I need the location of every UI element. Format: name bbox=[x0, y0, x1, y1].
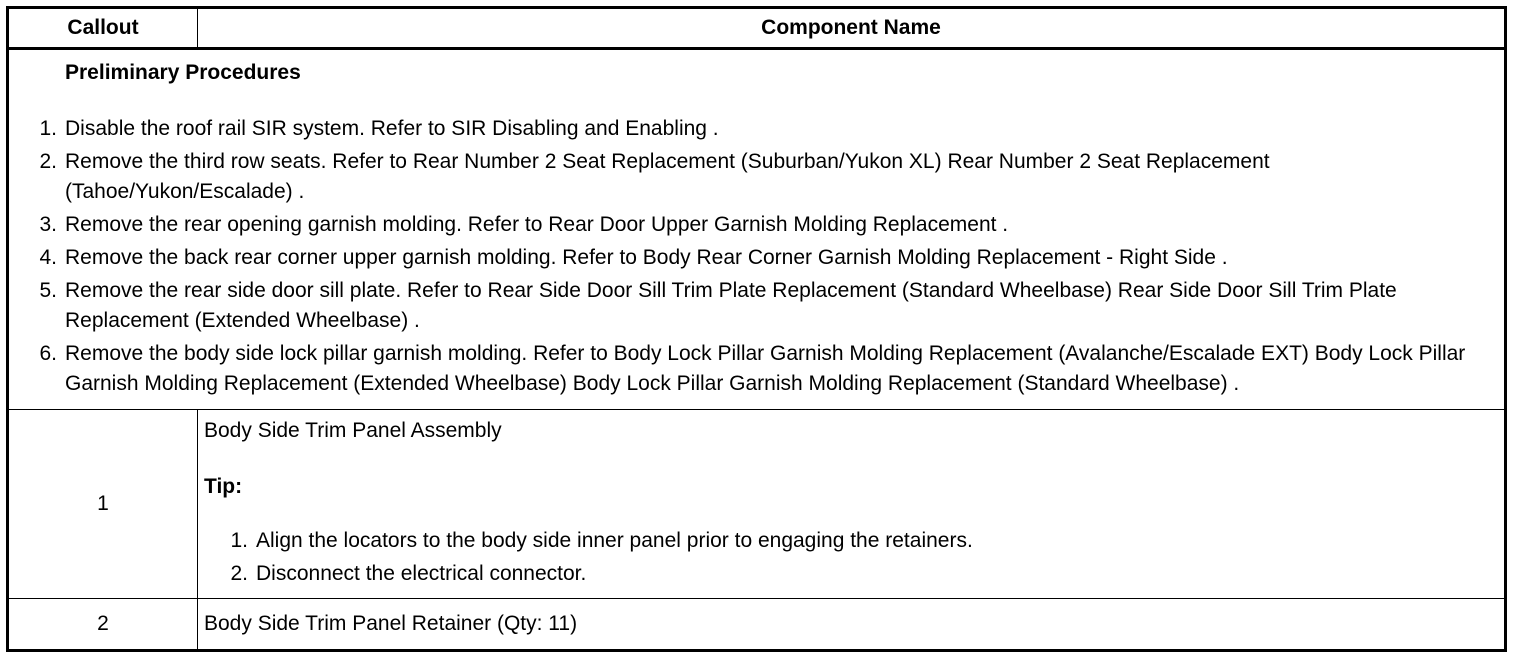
step-number: 4. bbox=[39, 246, 57, 269]
list-item bbox=[23, 210, 1496, 240]
list-item bbox=[214, 526, 1496, 556]
step-text: Remove the rear side door sill plate. Refer to Rear Side Door Sill Trim Plate Replacement (Standard Wheelbase) Rear Side Door Sill Trim Plate Replacement (Extended Wheelbase) . bbox=[65, 279, 1397, 332]
step-text: Remove the back rear corner upper garnish molding. Refer to Body Rear Corner Garnish Molding Replacement - Right Side . bbox=[65, 246, 1228, 269]
list-item bbox=[23, 243, 1496, 273]
preliminary-row bbox=[8, 49, 1506, 410]
callout-cell: 2 bbox=[8, 599, 198, 651]
step-number: 2. bbox=[230, 562, 248, 585]
step-number: 1. bbox=[230, 529, 248, 552]
component-cell bbox=[198, 410, 1506, 599]
preliminary-title: Preliminary Procedures bbox=[65, 61, 301, 84]
procedure-table bbox=[6, 6, 1507, 652]
header-row bbox=[8, 8, 1506, 49]
component-name: Body Side Trim Panel Retainer (Qty: 11) bbox=[204, 612, 578, 635]
table-row bbox=[8, 410, 1506, 599]
step-text: Align the locators to the body side inner panel prior to engaging the retainers. bbox=[256, 529, 973, 552]
component-cell bbox=[198, 599, 1506, 651]
step-text: Remove the body side lock pillar garnish molding. Refer to Body Lock Pillar Garnish Molding Replacement (Avalanche/Escalade EXT) Body Lock Pillar Garnish Molding Replacement (Extended Wheelbase) Body Lock Pillar Garnish Molding Replacement (Standard Wheelbase) . bbox=[65, 342, 1466, 395]
step-number: 1. bbox=[39, 117, 57, 140]
step-number: 6. bbox=[39, 342, 57, 365]
step-text: Disconnect the electrical connector. bbox=[256, 562, 587, 585]
step-number: 5. bbox=[39, 279, 57, 302]
preliminary-steps bbox=[23, 114, 1496, 399]
step-text: Disable the roof rail SIR system. Refer to SIR Disabling and Enabling . bbox=[65, 117, 719, 140]
table-row bbox=[8, 599, 1506, 651]
list-item bbox=[214, 559, 1496, 589]
list-item bbox=[23, 339, 1496, 399]
list-item bbox=[23, 147, 1496, 207]
step-text: Remove the third row seats. Refer to Rear Number 2 Seat Replacement (Suburban/Yukon XL) Rear Number 2 Seat Replacement (Tahoe/Yukon/Escalade) . bbox=[65, 150, 1270, 203]
list-item bbox=[23, 114, 1496, 144]
header-callout: Callout bbox=[8, 8, 198, 49]
step-number: 3. bbox=[39, 213, 57, 236]
callout-cell: 1 bbox=[8, 410, 198, 599]
header-component-name: Component Name bbox=[198, 8, 1506, 49]
step-number: 2. bbox=[39, 150, 57, 173]
component-name: Body Side Trim Panel Assembly bbox=[204, 419, 502, 442]
tip-label: Tip: bbox=[204, 475, 243, 498]
list-item bbox=[23, 276, 1496, 336]
tip-steps bbox=[214, 526, 1496, 589]
preliminary-cell bbox=[8, 49, 1506, 410]
step-text: Remove the rear opening garnish molding. Refer to Rear Door Upper Garnish Molding Replacement . bbox=[65, 213, 1009, 236]
